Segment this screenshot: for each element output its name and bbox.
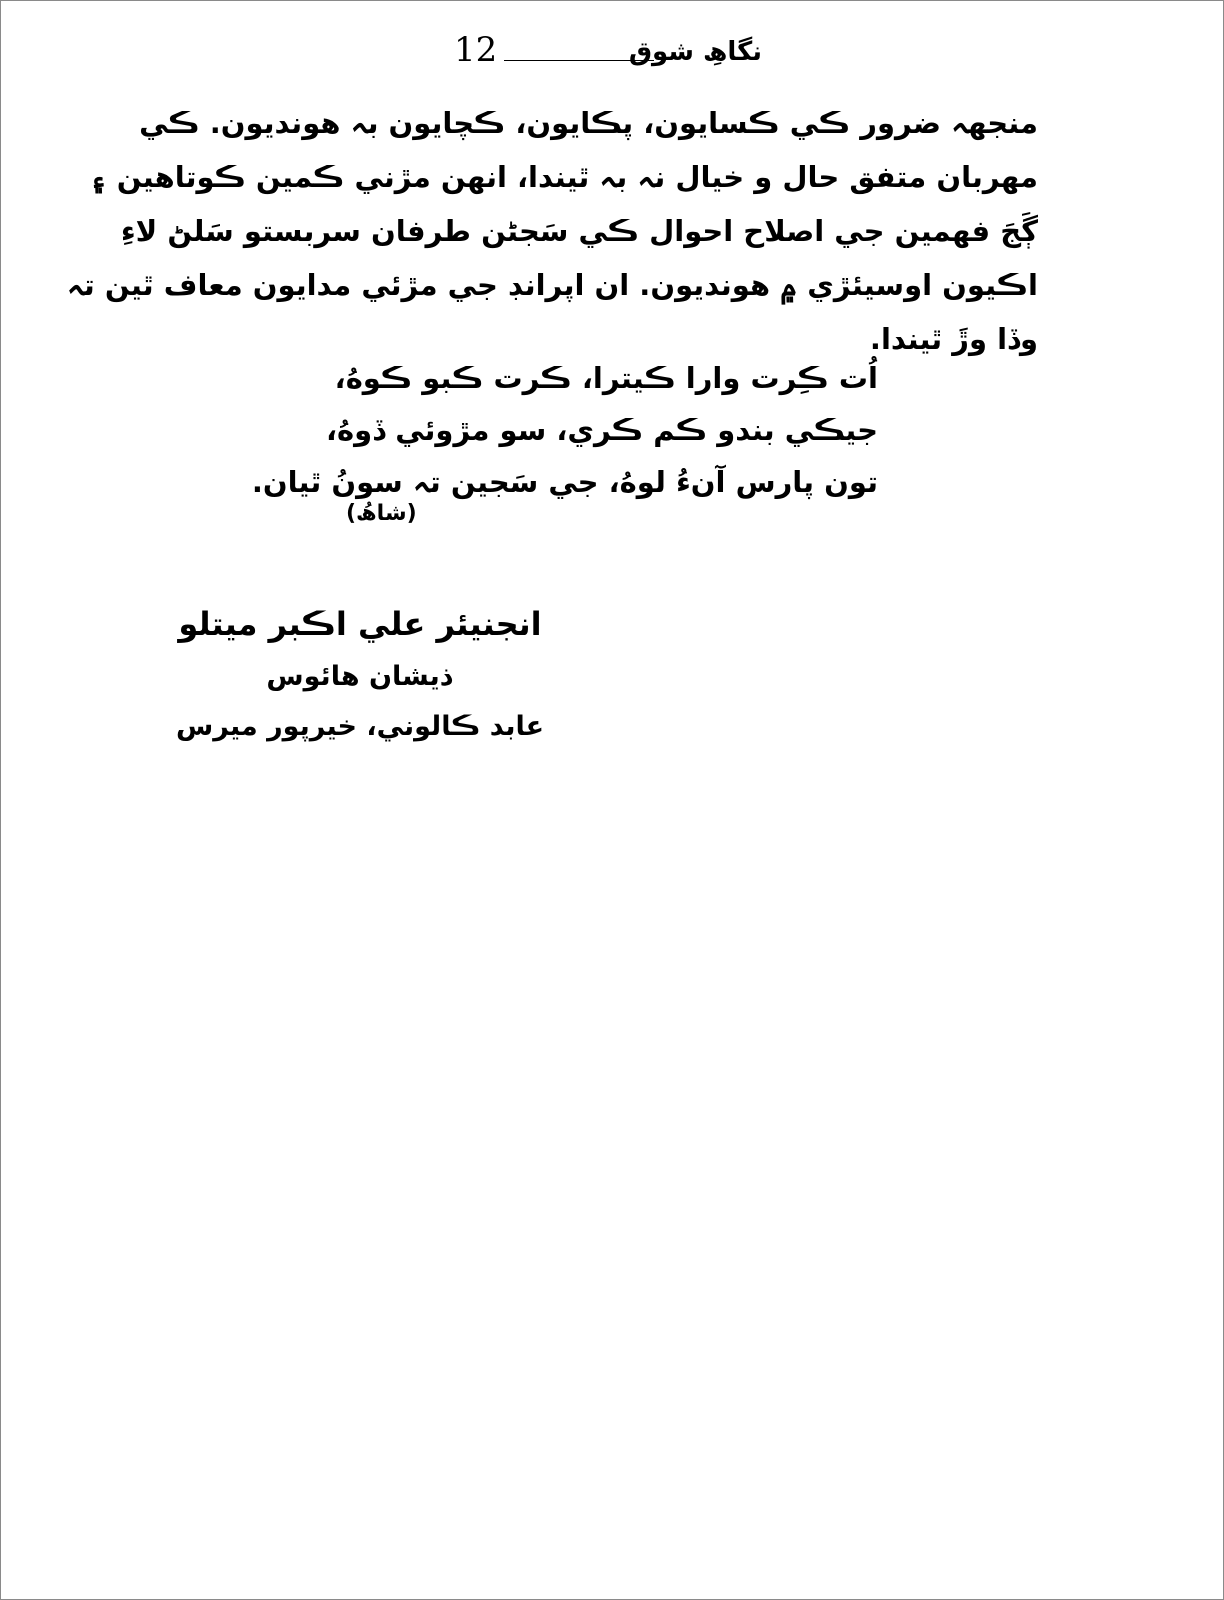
poem-line: تون پارس آنءُ لوهُ، جي سَجين تہ سونُ ٿيان. <box>251 465 878 499</box>
poem-line: اُت ڪِرت وارا ڪيترا، ڪرت ڪبو ڪوهُ، <box>334 361 878 395</box>
poem-attribution: (شاھُ) <box>346 501 417 526</box>
author-house: ذيشان هائوس <box>266 661 454 692</box>
body-line: منجهہ ضرور ڪي ڪسايون، پڪايون، ڪچايون بہ هونديون. ڪي <box>139 106 1038 140</box>
body-line: اڪيون اوسيئڙي ۾ هونديون. ان اپرانڊ جي مڙئي مدايون معاف ٿين تہ <box>66 268 1038 302</box>
running-header <box>440 30 770 74</box>
book-title: نگاھِ شوق <box>628 37 762 67</box>
poem-line: جيڪي بندو ڪم ڪري، سو مڙوئي ڏوهُ، <box>326 413 878 447</box>
page-number: 12 <box>454 30 498 70</box>
author-address: عابد ڪالوني، خيرپور ميرس <box>175 711 545 742</box>
author-name: انجنيئر علي اڪبر ميتلو <box>178 605 542 643</box>
author-signature <box>150 596 570 752</box>
body-line: مهربان متفق حال و خيال نہ بہ ٿيندا، انهن مڙني ڪمين ڪوتاهين ۽ <box>89 160 1038 194</box>
body-paragraph <box>66 96 1038 366</box>
body-line: وڏا وڙَ ٿيندا. <box>869 322 1038 356</box>
body-line: ڳَجَ فهمين جي اصلاح احوال ڪي سَجڻن طرفان سربستو سَلڻ لاءِ <box>120 214 1038 248</box>
poem-verse <box>251 352 878 508</box>
